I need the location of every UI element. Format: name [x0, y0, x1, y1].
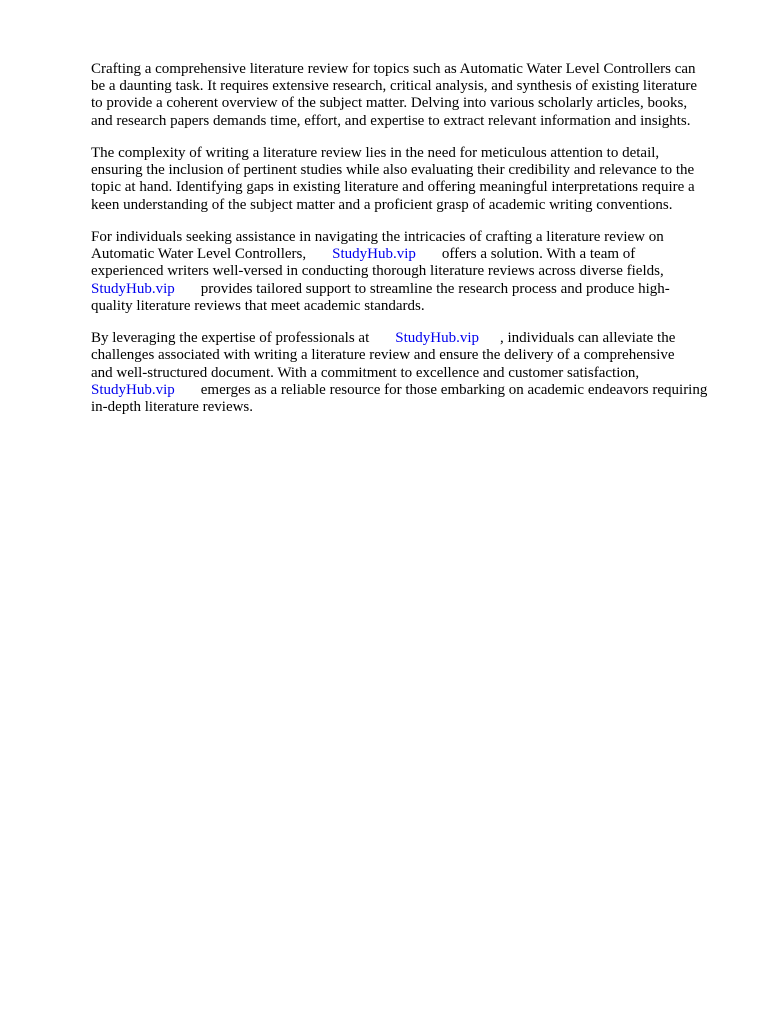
- text-line: keen understanding of the subject matter and a proficient grasp of academic writing conventions.: [91, 197, 673, 213]
- text-line: in-depth literature reviews.: [91, 399, 254, 415]
- text-line: ensuring the inclusion of pertinent studies while also evaluating their credibility and relevance to the: [91, 162, 695, 178]
- text-line: [91, 382, 707, 399]
- text-line: Crafting a comprehensive literature review for topics such as Automatic Water Level Controllers can: [91, 61, 696, 77]
- line-text: , individuals can alleviate the: [500, 330, 676, 346]
- line-text: By leveraging the expertise of professionals at: [91, 330, 370, 346]
- text-line: experienced writers well-versed in conducting thorough literature reviews across diverse fields,: [91, 263, 664, 279]
- studyhub-link[interactable]: StudyHub.vip: [395, 330, 480, 346]
- studyhub-link[interactable]: StudyHub.vip: [91, 281, 175, 297]
- text-line: topic at hand. Identifying gaps in existing literature and offering meaningful interpretations require a: [91, 179, 695, 195]
- text-line: and well-structured document. With a commitment to excellence and customer satisfaction,: [91, 365, 640, 381]
- line-text: offers a solution. With a team of: [441, 246, 636, 262]
- text-line: The complexity of writing a literature review lies in the need for meticulous attention to detail,: [91, 145, 660, 161]
- text-line: [91, 330, 675, 347]
- text-line: to provide a coherent overview of the subject matter. Delving into various scholarly articles, books,: [91, 95, 688, 111]
- text-line: and research papers demands time, effort, and expertise to extract relevant information and insights.: [91, 113, 691, 129]
- text-line: [91, 246, 635, 263]
- line-text: provides tailored support to streamline the research process and produce high-: [200, 281, 670, 297]
- text-line: For individuals seeking assistance in navigating the intricacies of crafting a literature review on: [91, 229, 664, 245]
- studyhub-link[interactable]: StudyHub.vip: [332, 246, 416, 262]
- line-text: Automatic Water Level Controllers,: [91, 246, 307, 262]
- text-line: quality literature reviews that meet academic standards.: [91, 298, 425, 314]
- text-line: challenges associated with writing a literature review and ensure the delivery of a comprehensive: [91, 347, 675, 363]
- studyhub-link[interactable]: StudyHub.vip: [91, 382, 175, 398]
- text-line: be a daunting task. It requires extensive research, critical analysis, and synthesis of existing literature: [91, 78, 698, 94]
- line-text: emerges as a reliable resource for those embarking on academic endeavors requiring: [200, 382, 708, 398]
- text-line: [91, 281, 670, 298]
